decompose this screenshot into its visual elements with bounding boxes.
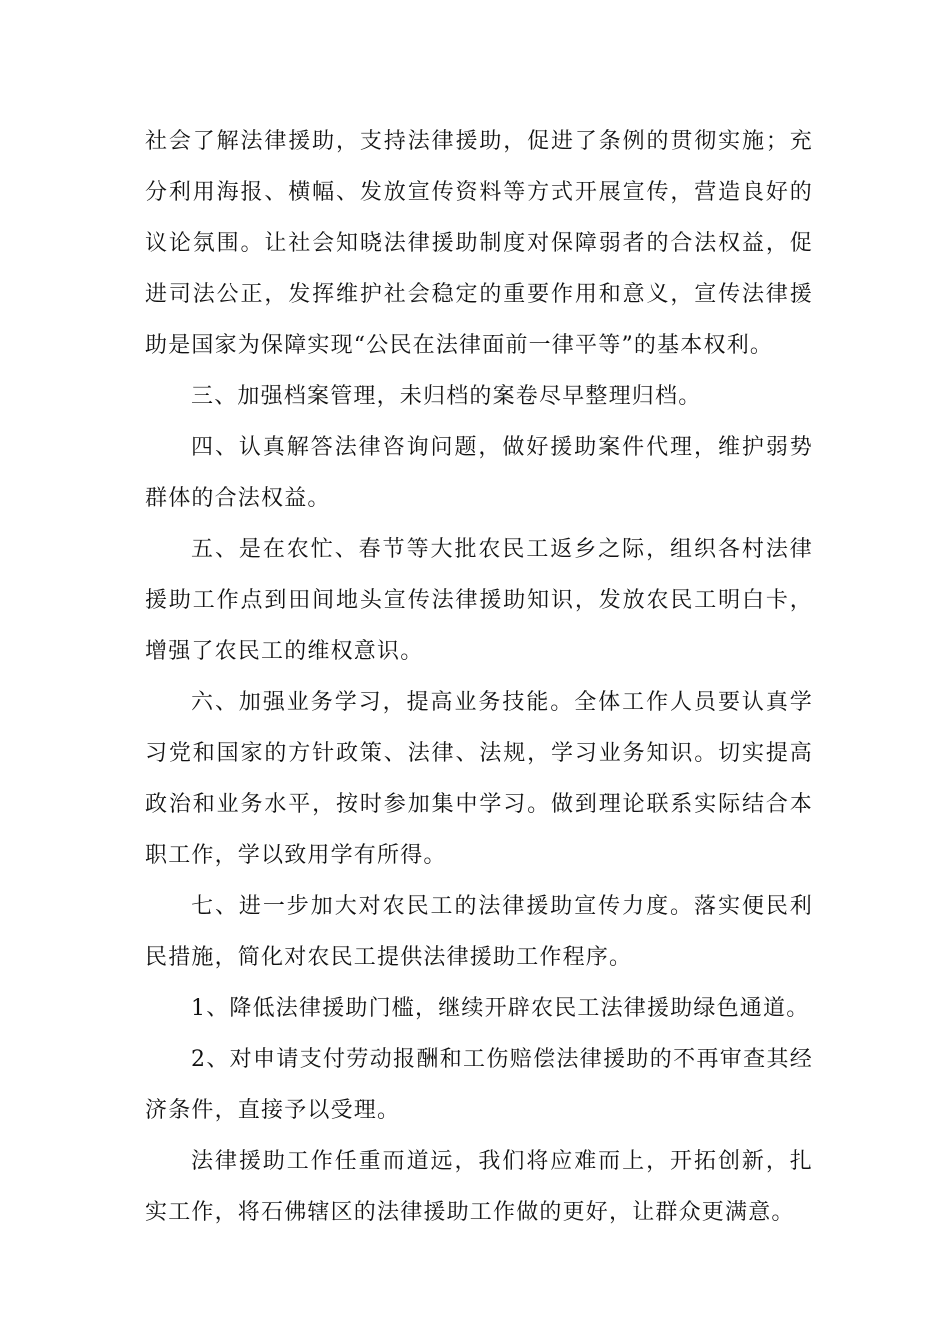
paragraph-subitem-1: 1、降低法律援助门槛，继续开辟农民工法律援助绿色通道。	[191, 996, 810, 1021]
document-body	[145, 116, 813, 1238]
paragraph-continuation: 社会了解法律援助，支持法律援助，促进了条例的贯彻实施；充分利用海报、横幅、发放宣传资料等方式开展宣传，营造良好的议论氛围。让社会知晓法律援助制度对保障弱者的合法权益，促进司法公正，发挥维护社会稳定的重要作用和意义，宣传法律援助是国家为保障实现“公民在法律面前一律平等”的基本权利。	[145, 129, 813, 358]
paragraph-item-7-publicity: 七、进一步加大对农民工的法律援助宣传力度。落实便民利民措施，简化对农民工提供法律援助工作程序。	[145, 894, 813, 970]
paragraph-item-5-farmers: 五、是在农忙、春节等大批农民工返乡之际，组织各村法律援助工作点到田间地头宣传法律援助知识，发放农民工明白卡，增强了农民工的维权意识。	[145, 537, 813, 664]
paragraph-conclusion: 法律援助工作任重而道远，我们将应难而上，开拓创新，扎实工作，将石佛辖区的法律援助工作做的更好，让群众更满意。	[145, 1149, 813, 1225]
paragraph-item-3-archives: 三、加强档案管理，未归档的案卷尽早整理归档。	[191, 384, 702, 409]
paragraph-item-4-consultation: 四、认真解答法律咨询问题，做好援助案件代理，维护弱势群体的合法权益。	[145, 435, 813, 511]
paragraph-subitem-2: 2、对申请支付劳动报酬和工伤赔偿法律援助的不再审查其经济条件，直接予以受理。	[145, 1047, 813, 1123]
paragraph-item-6-study: 六、加强业务学习，提高业务技能。全体工作人员要认真学习党和国家的方针政策、法律、法规，学习业务知识。切实提高政治和业务水平，按时参加集中学习。做到理论联系实际结合本职工作，学以致用学有所得。	[145, 690, 813, 868]
